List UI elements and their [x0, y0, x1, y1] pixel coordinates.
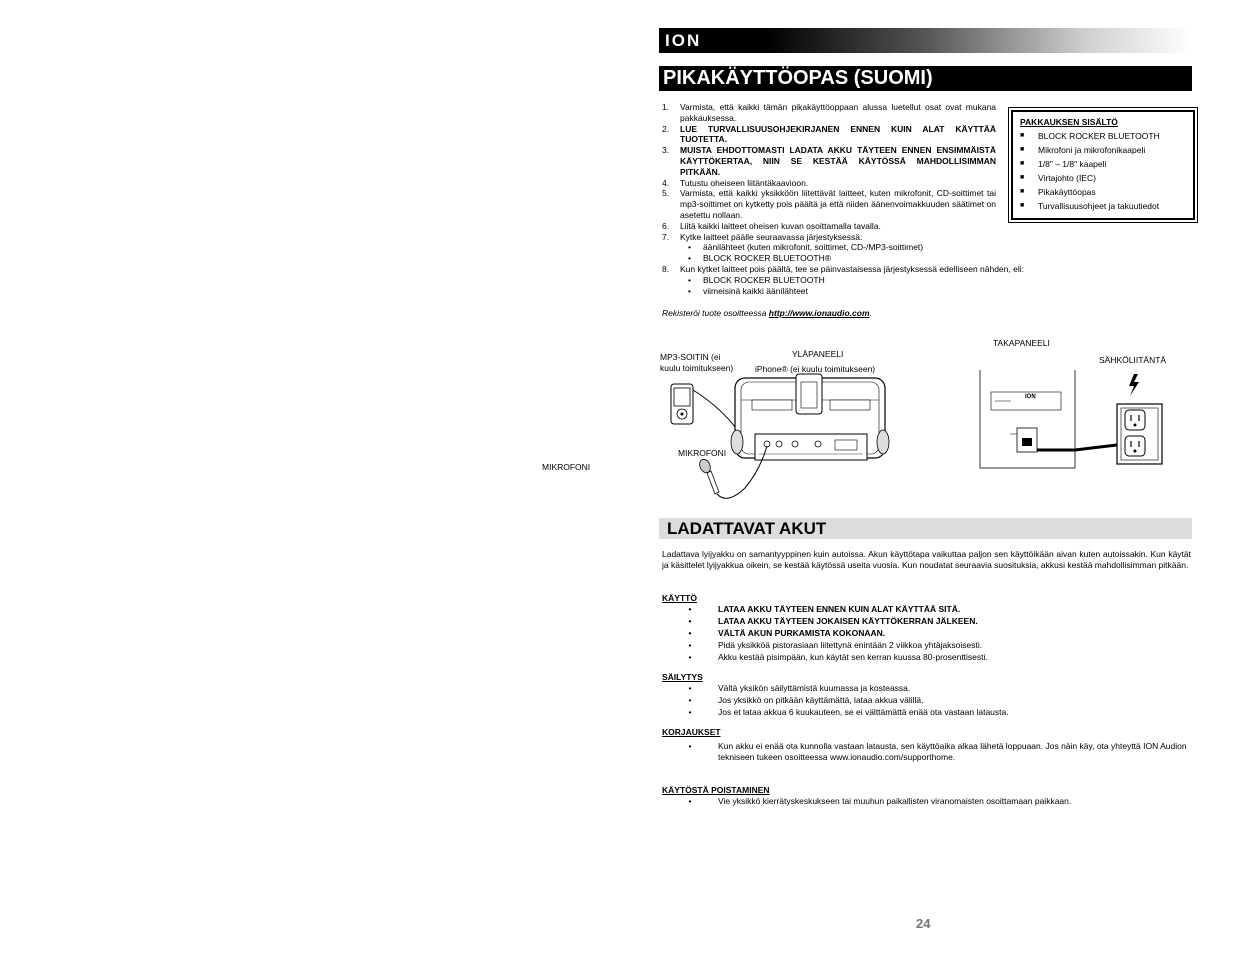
ion-logo: ION — [665, 31, 702, 50]
step-item — [662, 145, 996, 177]
list-item: ■ Turvallisuusohjeet ja takuutiedot — [1020, 201, 1160, 211]
box-item-text: 1/8" – 1/8" kaapeli — [1038, 159, 1107, 169]
rear-panel-icon — [980, 370, 1075, 468]
list-item: • Akku kestää pisimpään, kun käytät sen kerran kuussa 80-prosenttisesti. — [662, 651, 1192, 663]
mp3-player-icon — [671, 384, 693, 424]
bullet-text: BLOCK ROCKER BLUETOOTH — [703, 274, 825, 285]
step-text: Kun kytket laitteet pois päältä, tee se päinvastaisessa järjestyksessä edelliseen nähden, eli: — [680, 264, 1024, 274]
korjaukset-heading: KORJAUKSET — [662, 727, 721, 737]
list-item: ■ Virtajohto (IEC) — [1020, 173, 1096, 183]
step-item — [662, 232, 996, 243]
step-item — [662, 188, 996, 220]
list-item: • Kun akku ei enää ota kunnolla vastaan latausta, sen käyttöaika alkaa lähetä loppuaan. Jos näin käy, ota yhteyttä ION Audion tekniseen tukeen osoitteessa www.ionaudio.com/supporthome. — [662, 741, 1192, 763]
list-item: • Vie yksikkö kierrätyskeskukseen tai muuhun paikallisten viranomaisten osoittamaan paikkaan. — [662, 795, 1192, 807]
list-item-text: Jos et lataa akkua 6 kuukauteen, se ei välttämättä enää ota vastaan latausta. — [718, 707, 1009, 717]
step8-bullets — [688, 275, 1192, 297]
register-text: Rekisteröi tuote osoitteessa — [662, 308, 769, 318]
label-iphone: iPhone® (ei kuulu toimitukseen) — [755, 364, 876, 374]
label-mp3-line1: MP3-SOITIN (ei — [660, 352, 721, 362]
step-number: 2. — [662, 123, 670, 134]
register-line — [662, 308, 872, 318]
step-number: 8. — [662, 264, 670, 274]
step-number: 1. — [662, 102, 670, 112]
list-item: ■ Mikrofoni ja mikrofonikaapeli — [1020, 145, 1146, 155]
bullet-text: viimeisinä kaikki äänilähteet — [703, 285, 808, 296]
step-number: 5. — [662, 188, 670, 199]
list-item: • viimeisinä kaikki äänilähteet — [688, 285, 808, 296]
step-text: Varmista, että kaikki tämän pikakäyttöoppaan alussa luetellut osat ovat mukana pakkauksessa. — [680, 102, 996, 123]
korjaukset-list — [662, 741, 1192, 763]
label-mikrofoni: MIKROFONI — [678, 448, 727, 458]
list-item-text: Akku kestää pisimpään, kun käytät sen kerran kuussa 80-prosenttisesti. — [718, 652, 988, 662]
list-item: • Jos yksikkö on pitkään käyttämättä, lataa akkua välillä. — [662, 694, 1192, 706]
label-ylapaneeli: YLÄPANEELI — [792, 349, 844, 359]
label-takapaneeli: TAKAPANEELI — [993, 338, 1050, 348]
box-item-text: Mikrofoni ja mikrofonikaapeli — [1038, 145, 1146, 155]
list-item-text: Vältä yksikön säilyttämistä kuumassa ja kosteassa. — [718, 683, 911, 693]
step-8 — [662, 264, 1192, 296]
brand-bar — [659, 28, 1192, 53]
box-item-text: Turvallisuusohjeet ja takuutiedot — [1038, 201, 1160, 211]
box-item-text: BLOCK ROCKER BLUETOOTH — [1038, 131, 1160, 141]
list-item-text: Pidä yksikköä pistorasiaan liitettynä enintään 2 viikkoa yhtäjaksoisesti. — [718, 640, 983, 650]
bullet-text: äänilähteet (kuten mikrofonit, soittimet, CD-/MP3-soittimet) — [703, 242, 924, 253]
step-number: 3. — [662, 145, 670, 156]
box-title: PAKKAUKSEN SISÄLTÖ — [1020, 117, 1118, 127]
list-item: ■ 1/8" – 1/8" kaapeli — [1020, 159, 1107, 169]
step-text: LUE TURVALLISUUSOHJEKIRJANEN ENNEN KUIN ALAT KÄYTTÄÄ TUOTETTA. — [680, 123, 996, 145]
list-item: • Pidä yksikköä pistorasiaan liitettynä enintään 2 viikkoa yhtäjaksoisesti. — [662, 639, 1192, 651]
list-item: • VÄLTÄ AKUN PURKAMISTA KOKONAAN. — [662, 627, 1192, 639]
page-number: 24 — [916, 916, 931, 931]
power-outlet-icon — [1117, 404, 1162, 464]
list-item-text: Kun akku ei enää ota kunnolla vastaan latausta, sen käyttöaika alkaa lähetä loppuaan. Jos näin käy, ota yhteyttä ION Audion tekniseen tukeen osoitteessa www.ionaudio.com/supporthome. — [718, 741, 1187, 762]
list-item: • LATAA AKKU TÄYTEEN JOKAISEN KÄYTTÖKERRAN JÄLKEEN. — [662, 615, 1192, 627]
step-item — [662, 221, 996, 232]
step-item — [662, 124, 996, 146]
section-title: LADATTAVAT AKUT — [667, 519, 827, 538]
box-item-text: Virtajohto (IEC) — [1038, 173, 1096, 183]
list-item: • Vältä yksikön säilyttämistä kuumassa ja kosteassa. — [662, 682, 1192, 694]
step-item — [662, 264, 1192, 275]
kaytto-heading: KÄYTTÖ — [662, 593, 697, 603]
step-number: 7. — [662, 231, 670, 242]
list-item: • äänilähteet (kuten mikrofonit, soittimet, CD-/MP3-soittimet) — [688, 242, 924, 253]
title-bar — [659, 66, 1192, 91]
step-text: Varmista, että kaikki yksikköön liitettävät laitteet, kuten mikrofonit, CD-soittimet tai mp3-soittimet on kytketty pois päältä ja että niiden äänenvoimakkuuden säätimet on asetettu nollaan. — [680, 188, 996, 220]
step-item — [662, 102, 996, 124]
list-item-text: Vie yksikkö kierrätyskeskukseen tai muuhun paikallisten viranomaisten osoittamaan paikkaan. — [718, 796, 1072, 806]
lightning-icon — [1129, 374, 1139, 396]
step-number: 4. — [662, 177, 670, 188]
list-item: • BLOCK ROCKER BLUETOOTH® — [688, 253, 831, 264]
ionaudio-link[interactable]: http://www.ionaudio.com — [768, 308, 870, 318]
step-item — [662, 178, 996, 189]
box-contents — [1011, 110, 1195, 220]
speaker-unit-icon — [731, 370, 889, 460]
label-mp3-line2: kuulu toimitukseen) — [660, 363, 734, 373]
left-page-mikrofoni-label: MIKROFONI — [542, 462, 591, 472]
list-item: ■ Pikakäyttöopas — [1020, 187, 1096, 197]
list-item-text: VÄLTÄ AKUN PURKAMISTA KOKONAAN. — [718, 628, 886, 638]
sailytys-list — [662, 682, 1192, 718]
section-bar — [659, 518, 1192, 539]
list-item: • Jos et lataa akkua 6 kuukauteen, se ei välttämättä enää ota vastaan latausta. — [662, 706, 1192, 718]
label-sahkoliitanta: SÄHKÖLIITÄNTÄ — [1099, 355, 1167, 365]
connection-diagram — [655, 370, 1195, 510]
step-text: Tutustu oheiseen liitäntäkaavioon. — [680, 177, 809, 188]
list-item-text: LATAA AKKU TÄYTEEN JOKAISEN KÄYTTÖKERRAN JÄLKEEN. — [718, 616, 978, 626]
poistaminen-list — [662, 795, 1192, 807]
step7-bullets — [688, 242, 996, 264]
list-item-text: Jos yksikkö on pitkään käyttämättä, lataa akkua välillä. — [718, 695, 924, 705]
step-number: 6. — [662, 220, 670, 231]
bullet-text: BLOCK ROCKER BLUETOOTH® — [703, 253, 831, 264]
step-text: Kytke laitteet päälle seuraavassa järjestyksessä: — [680, 231, 863, 242]
sailytys-heading: SÄILYTYS — [662, 672, 703, 682]
box-item-text: Pikakäyttöopas — [1038, 187, 1096, 197]
battery-intro: Ladattava lyijyakku on samantyyppinen kuin autoissa. Akun käyttötapa vaikuttaa paljon sen käyttöikään aivan kuten autoissakin. Kun käytät ja käsittelet lyijyakkua oikein, se kestää käytössä useita vuosia. Kun noudatat seuraavia suosituksia, akkusi kestää mahdollisimman pitkään. — [662, 549, 1191, 570]
list-item: ■ BLOCK ROCKER BLUETOOTH — [1020, 131, 1160, 141]
list-item: • LATAA AKKU TÄYTEEN ENNEN KUIN ALAT KÄYTTÄÄ SITÄ. — [662, 603, 1192, 615]
list-item: • BLOCK ROCKER BLUETOOTH — [688, 274, 825, 285]
step-text: MUISTA EHDOTTOMASTI LADATA AKKU TÄYTEEN ENNEN ENSIMMÄISTÄ KÄYTTÖKERTAA, NIIN SE KESTÄÄ KÄYTÖSSÄ MAHDOLLISIMMAN PITKÄÄN. — [680, 145, 996, 177]
step-text: Liitä kaikki laitteet oheisen kuvan osoittamalla tavalla. — [680, 220, 881, 231]
kaytto-list — [662, 603, 1192, 663]
register-end: . — [869, 308, 872, 318]
steps-list — [662, 102, 996, 264]
list-item-text: LATAA AKKU TÄYTEEN ENNEN KUIN ALAT KÄYTTÄÄ SITÄ. — [718, 604, 961, 614]
page-title: PIKAKÄYTTÖOPAS (SUOMI) — [663, 67, 933, 89]
poistaminen-heading: KÄYTÖSTÄ POISTAMINEN — [662, 785, 770, 795]
rear-panel-logo: ION — [1025, 394, 1036, 400]
